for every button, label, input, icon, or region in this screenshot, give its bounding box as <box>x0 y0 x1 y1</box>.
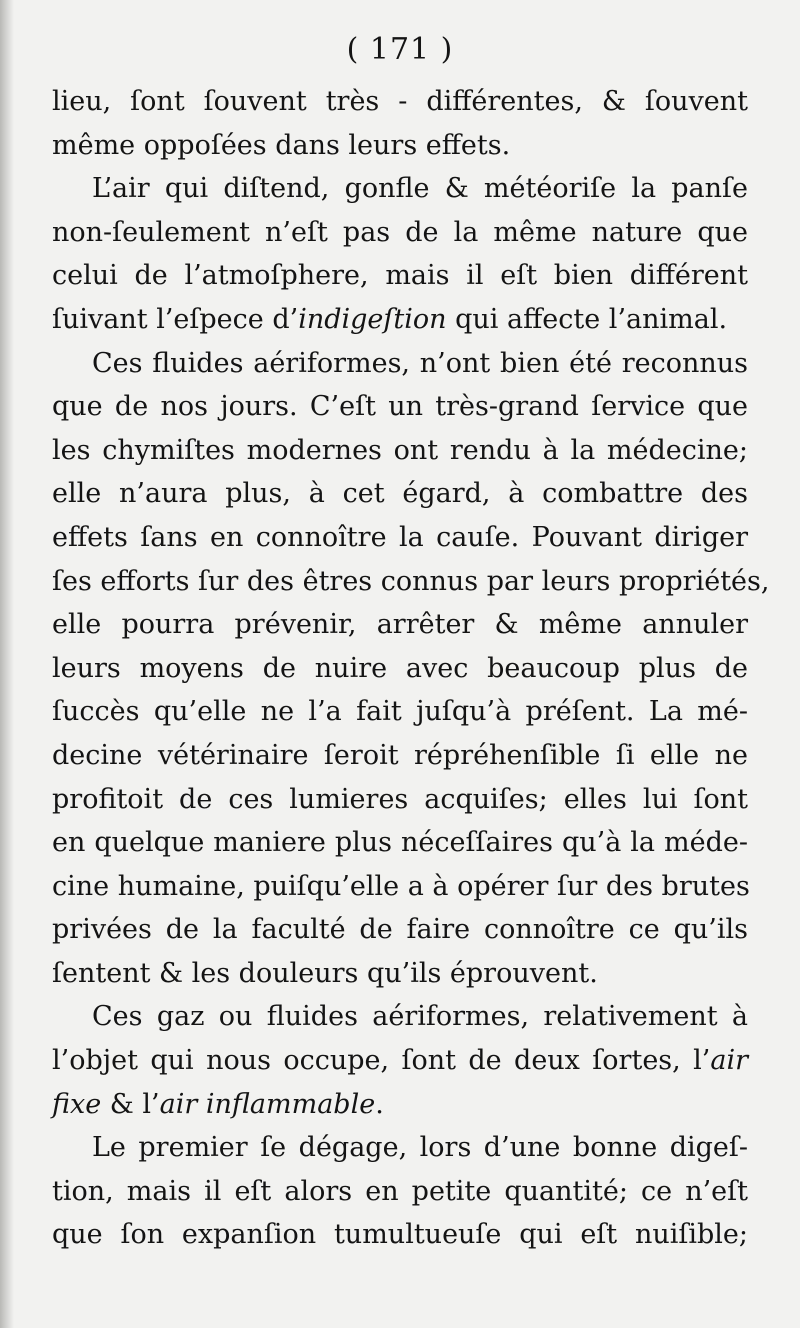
text-line: ſentent & les douleurs qu’ils éprouvent. <box>52 957 598 989</box>
text-line: leurs moyens de nuire avec beaucoup plus de <box>52 652 748 684</box>
italic-term: air <box>710 1045 748 1077</box>
text-line: ſuccès qu’elle ne l’a fait juſqu’à préſent. La mé- <box>52 696 748 728</box>
text-line: Le premier ſe dégage, lors d’une bonne digeſ- <box>92 1132 748 1164</box>
text-segment: & l’ <box>101 1088 160 1120</box>
page-gutter-shadow <box>0 0 14 1328</box>
text-line: que de nos jours. C’eſt un très-grand ſervice que <box>52 391 748 423</box>
italic-term: fixe <box>52 1088 102 1120</box>
text-line: elle n’aura plus, à cet égard, à combattre des <box>52 478 748 510</box>
text-line: les chymiſtes modernes ont rendu à la médecine; <box>52 434 748 466</box>
page-number: ( 171 ) <box>346 32 454 67</box>
text-line: Ces gaz ou fluides aériformes, relativement à <box>92 1001 748 1033</box>
text-line: privées de la faculté de faire connoître ce qu’ils <box>52 914 748 946</box>
text-line: effets ſans en connoître la cauſe. Pouvant diriger <box>52 521 748 553</box>
text-line-with-italic <box>52 298 748 342</box>
text-line: celui de l’atmoſphere, mais il eſt bien différent <box>52 260 748 292</box>
page-body-text <box>52 80 770 1257</box>
text-line: même oppoſées dans leurs effets. <box>52 129 511 161</box>
paragraph-1 <box>52 80 748 167</box>
text-line: cine humaine, puiſqu’elle a à opérer ſur des brutes <box>52 870 750 902</box>
text-line: Ces fluides aériformes, n’ont bien été reconnus <box>92 347 748 379</box>
paragraph-2 <box>52 167 748 341</box>
text-line: que ſon expanſion tumultueuſe qui eſt nuiſible; <box>52 1219 748 1251</box>
text-line-with-italic <box>52 1039 748 1083</box>
paragraph-4 <box>52 995 748 1126</box>
text-line: profitoit de ces lumieres acquiſes; elles lui ſont <box>52 783 748 815</box>
text-line: ſes efforts ſur des êtres connus par leurs propriétés, <box>52 565 770 597</box>
text-line: elle pourra prévenir, arrêter & même annuler <box>52 609 748 641</box>
paragraph-5 <box>52 1126 748 1257</box>
text-line: lieu, ſont ſouvent très - différentes, & ſouvent <box>52 86 748 117</box>
italic-term: air inflammable <box>159 1088 376 1120</box>
paragraph-3 <box>52 342 770 996</box>
text-line: tion, mais il eſt alors en petite quantité; ce n’eſt <box>52 1175 748 1207</box>
text-segment: qui affecte l’animal. <box>446 303 728 335</box>
text-line: decine vétérinaire ſeroit répréhenſible ſi elle ne <box>52 739 748 771</box>
text-segment: l’objet qui nous occupe, ſont de deux ſortes, l’ <box>52 1045 711 1077</box>
text-line-with-italic <box>52 1083 748 1127</box>
text-line: L’air qui diſtend, gonfle & météoriſe la panſe <box>92 173 748 205</box>
italic-term: indigeſtion <box>298 303 447 335</box>
text-segment: ſuivant l’eſpece d’ <box>52 303 299 335</box>
text-line: en quelque maniere plus néceſſaires qu’à la méde- <box>52 827 748 859</box>
text-segment: . <box>375 1088 384 1120</box>
text-line: non-ſeulement n’eſt pas de la même nature que <box>52 216 748 248</box>
